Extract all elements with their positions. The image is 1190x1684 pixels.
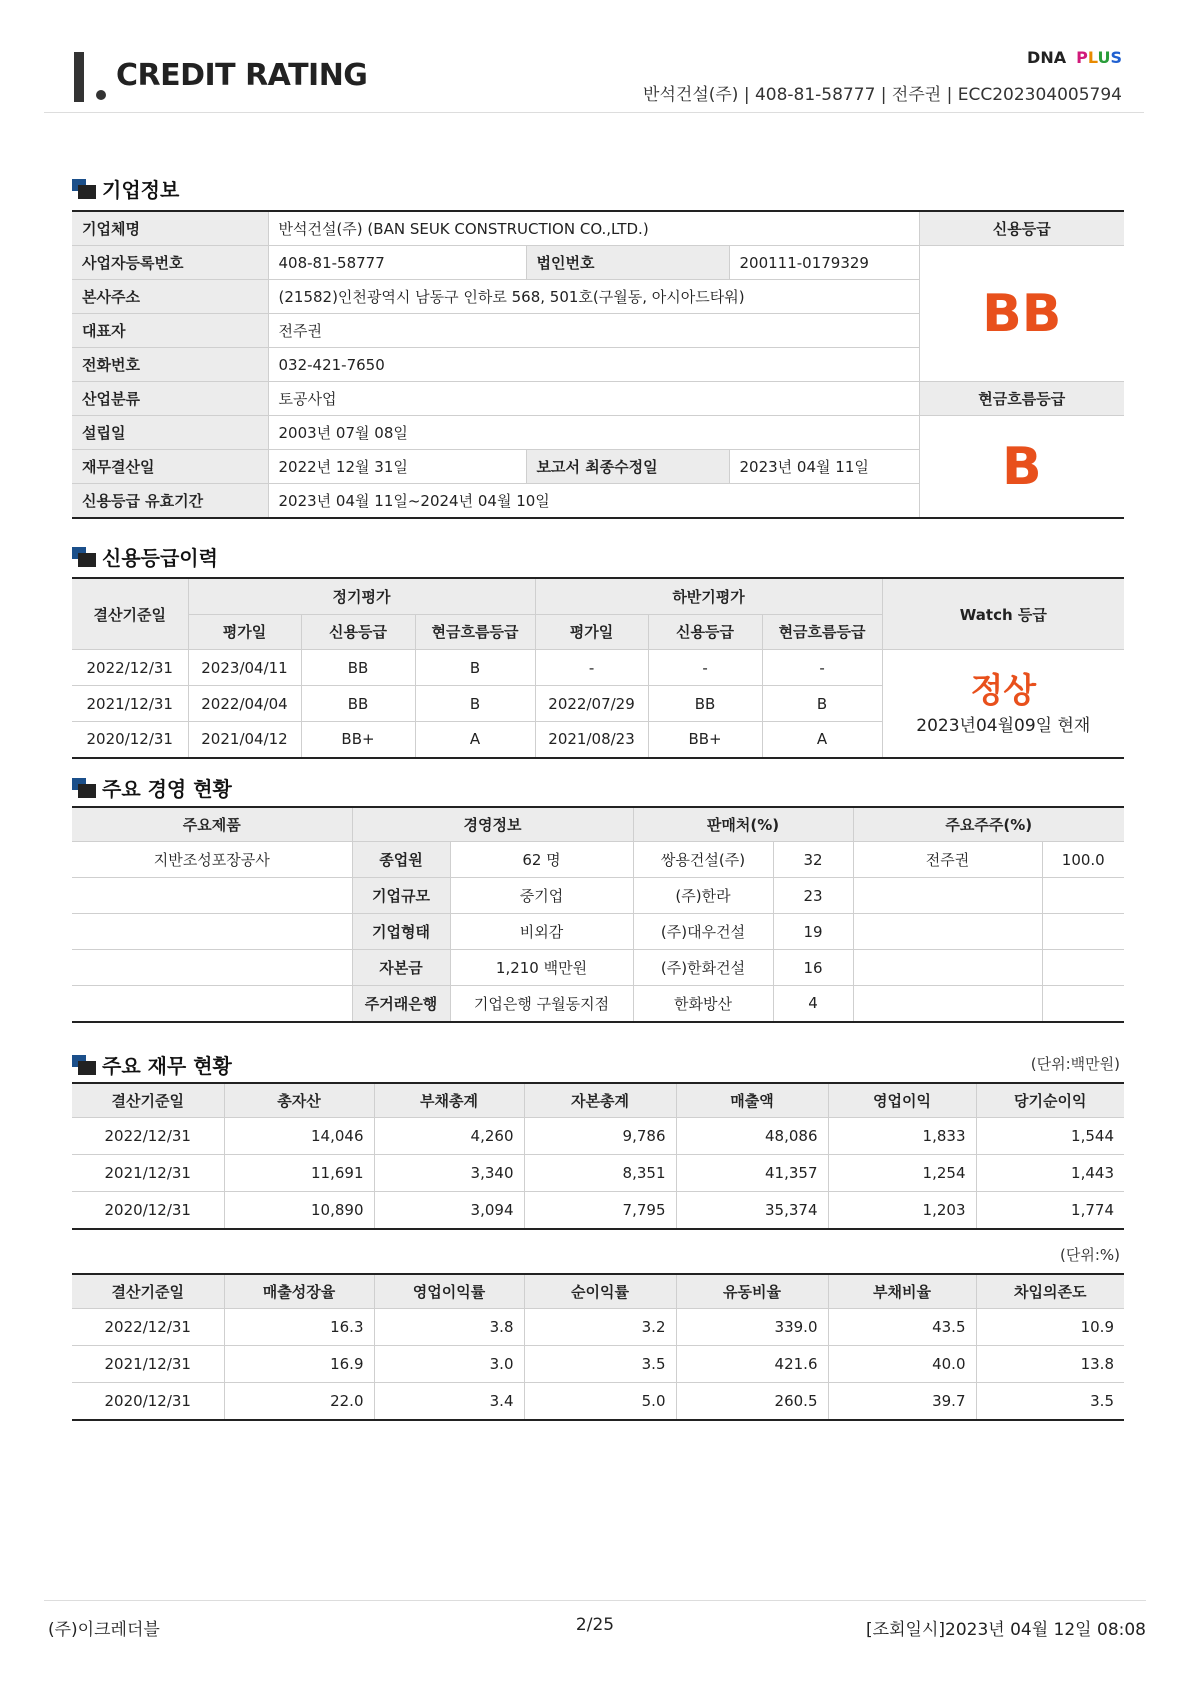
col-header: 당기순이익: [976, 1083, 1124, 1118]
empty-cell: [853, 950, 1042, 986]
table-row: [72, 1383, 1124, 1420]
sales-name: (주)한라: [633, 878, 773, 914]
section-title-company: [72, 174, 179, 203]
cell: B: [762, 686, 882, 722]
hist-header-regular: 정기평가: [188, 578, 535, 614]
watch-status: 정상: [970, 670, 1037, 711]
empty-cell: [72, 986, 352, 1022]
info-label: 기업규모: [352, 878, 450, 914]
cell: 1,254: [828, 1155, 976, 1192]
table-row: [72, 1118, 1124, 1155]
hist-header-date: 결산기준일: [72, 578, 188, 650]
section-title-history: [72, 542, 218, 571]
cell: 16.3: [224, 1309, 374, 1346]
cell: B: [415, 650, 535, 686]
brand-plus-p: P: [1076, 48, 1088, 67]
cell: 2020/12/31: [72, 722, 188, 758]
hist-header-cash: 현금흐름등급: [415, 614, 535, 650]
info-value: 1,210 백만원: [450, 950, 633, 986]
rating-history-table: [72, 577, 1124, 759]
label-validity: 신용등급 유효기간: [72, 484, 268, 519]
logo-dot-icon: [96, 90, 106, 100]
industry: 토공사업: [268, 382, 919, 416]
cell: 421.6: [676, 1346, 828, 1383]
cell: 13.8: [976, 1346, 1124, 1383]
sales-pct: 4: [773, 986, 853, 1022]
sales-name: (주)한화건설: [633, 950, 773, 986]
section-title-text: 신용등급이력: [102, 546, 218, 570]
unit-label-amount: (단위:백만원): [1030, 1055, 1120, 1073]
finance-ratio-table: [72, 1273, 1124, 1421]
info-value: 비외감: [450, 914, 633, 950]
product: 지반조성포장공사: [72, 842, 352, 878]
cell: 2022/07/29: [535, 686, 648, 722]
brand-plus-l: L: [1087, 48, 1098, 67]
cell: 40.0: [828, 1346, 976, 1383]
cell: BB: [301, 686, 415, 722]
label-cash-grade: 현금흐름등급: [919, 382, 1124, 416]
cell: 2022/04/04: [188, 686, 301, 722]
cell: 339.0: [676, 1309, 828, 1346]
mgmt-header-products: 주요제품: [72, 807, 352, 842]
watch-grade: [882, 650, 1124, 758]
cell: 5.0: [524, 1383, 676, 1420]
empty-cell: [72, 950, 352, 986]
col-header: 자본총계: [524, 1083, 676, 1118]
cell: 7,795: [524, 1192, 676, 1229]
cell: 1,833: [828, 1118, 976, 1155]
cell: 3.0: [374, 1346, 524, 1383]
brand-logo: [1027, 48, 1122, 67]
cell: 39.7: [828, 1383, 976, 1420]
sales-name: 한화방산: [633, 986, 773, 1022]
info-label: 기업형태: [352, 914, 450, 950]
cell: 3.5: [524, 1346, 676, 1383]
label-corpno: 법인번호: [526, 246, 729, 280]
cell: BB: [301, 650, 415, 686]
cell: 14,046: [224, 1118, 374, 1155]
label-address: 본사주소: [72, 280, 268, 314]
table-row: [72, 1192, 1124, 1229]
table-row: [72, 1309, 1124, 1346]
finance-amount-table: [72, 1082, 1124, 1230]
company-name: 반석건설(주) (BAN SEUK CONSTRUCTION CO.,LTD.): [268, 211, 919, 246]
col-header: 매출액: [676, 1083, 828, 1118]
section-square-icon: [72, 778, 96, 798]
credit-grade-value: BB: [919, 246, 1124, 382]
cell: 1,774: [976, 1192, 1124, 1229]
hist-header-evaldate-half: 평가일: [535, 614, 648, 650]
cell: 2021/12/31: [72, 1155, 224, 1192]
mgmt-header-sales: 판매처(%): [633, 807, 853, 842]
cell: 22.0: [224, 1383, 374, 1420]
cell: 2020/12/31: [72, 1192, 224, 1229]
cell: 10.9: [976, 1309, 1124, 1346]
holder-pct: 100.0: [1042, 842, 1124, 878]
table-row: [72, 950, 1124, 986]
cell: 43.5: [828, 1309, 976, 1346]
empty-cell: [1042, 950, 1124, 986]
info-label: 주거래은행: [352, 986, 450, 1022]
col-header: 차입의존도: [976, 1274, 1124, 1309]
mgmt-header-info: 경영정보: [352, 807, 633, 842]
col-header: 결산기준일: [72, 1083, 224, 1118]
cell: 1,443: [976, 1155, 1124, 1192]
cell: 3.2: [524, 1309, 676, 1346]
unit-label-ratio: (단위:%): [1060, 1246, 1120, 1264]
sales-pct: 19: [773, 914, 853, 950]
info-label: 자본금: [352, 950, 450, 986]
label-ceo: 대표자: [72, 314, 268, 348]
empty-cell: [853, 878, 1042, 914]
empty-cell: [1042, 914, 1124, 950]
empty-cell: [72, 878, 352, 914]
cell: 2023/04/11: [188, 650, 301, 686]
section-title-text: 주요 재무 현황: [102, 1054, 232, 1078]
table-row: [72, 1155, 1124, 1192]
cell: 2021/12/31: [72, 686, 188, 722]
cell: -: [648, 650, 762, 686]
section-title-finance: [72, 1050, 232, 1079]
hist-header-credit-half: 신용등급: [648, 614, 762, 650]
cell: 2021/12/31: [72, 1346, 224, 1383]
cell: 3.5: [976, 1383, 1124, 1420]
col-header: 영업이익: [828, 1083, 976, 1118]
cell: B: [415, 686, 535, 722]
footer-page-number: 2/25: [575, 1615, 615, 1635]
cell: 2022/12/31: [72, 1118, 224, 1155]
cell: -: [535, 650, 648, 686]
col-header: 영업이익률: [374, 1274, 524, 1309]
cell: 48,086: [676, 1118, 828, 1155]
cell: 1,203: [828, 1192, 976, 1229]
cash-grade-value: B: [919, 416, 1124, 519]
hist-header-evaldate: 평가일: [188, 614, 301, 650]
info-value: 기업은행 구월동지점: [450, 986, 633, 1022]
brand-dna: DNA: [1027, 48, 1067, 67]
sales-pct: 16: [773, 950, 853, 986]
cell: 3.4: [374, 1383, 524, 1420]
cell: BB+: [648, 722, 762, 758]
cell: 9,786: [524, 1118, 676, 1155]
cell: 4,260: [374, 1118, 524, 1155]
col-header: 결산기준일: [72, 1274, 224, 1309]
label-phone: 전화번호: [72, 348, 268, 382]
empty-cell: [1042, 878, 1124, 914]
section-title-management: [72, 773, 232, 802]
sales-name: 쌍용건설(주): [633, 842, 773, 878]
label-company-name: 기업체명: [72, 211, 268, 246]
table-row: [72, 650, 1124, 686]
cell: 35,374: [676, 1192, 828, 1229]
founded: 2003년 07월 08일: [268, 416, 919, 450]
hist-header-credit: 신용등급: [301, 614, 415, 650]
company-info-table: [72, 210, 1124, 519]
cell: 3.8: [374, 1309, 524, 1346]
validity: 2023년 04월 11일~2024년 04월 10일: [268, 484, 919, 519]
label-fiscal: 재무결산일: [72, 450, 268, 484]
cell: 11,691: [224, 1155, 374, 1192]
cell: 10,890: [224, 1192, 374, 1229]
cell: 2021/08/23: [535, 722, 648, 758]
report-date: 2023년 04월 11일: [729, 450, 919, 484]
cell: 41,357: [676, 1155, 828, 1192]
cell: 2022/12/31: [72, 1309, 224, 1346]
cell: -: [762, 650, 882, 686]
phone: 032-421-7650: [268, 348, 919, 382]
management-table: [72, 806, 1124, 1023]
info-value: 중기업: [450, 878, 633, 914]
logo-bar-icon: [74, 52, 84, 102]
header-company-line: 반석건설(주) | 408-81-58777 | 전주권 | ECC202304005794: [643, 85, 1122, 105]
table-row: [72, 842, 1124, 878]
cell: 3,340: [374, 1155, 524, 1192]
section-square-icon: [72, 1055, 96, 1075]
corpno: 200111-0179329: [729, 246, 919, 280]
footer-timestamp: [조회일시]2023년 04월 12일 08:08: [866, 1620, 1146, 1640]
empty-cell: [72, 914, 352, 950]
cell: 16.9: [224, 1346, 374, 1383]
col-header: 부채총계: [374, 1083, 524, 1118]
col-header: 총자산: [224, 1083, 374, 1118]
table-row: [72, 914, 1124, 950]
fiscal: 2022년 12월 31일: [268, 450, 526, 484]
section-square-icon: [72, 179, 96, 199]
cell: 1,544: [976, 1118, 1124, 1155]
holder-name: 전주권: [853, 842, 1042, 878]
cell: 3,094: [374, 1192, 524, 1229]
watch-date: 2023년04월09일 현재: [916, 715, 1091, 736]
hist-header-cash-half: 현금흐름등급: [762, 614, 882, 650]
cell: 8,351: [524, 1155, 676, 1192]
ceo: 전주권: [268, 314, 919, 348]
cell: A: [762, 722, 882, 758]
sales-name: (주)대우건설: [633, 914, 773, 950]
cell: 260.5: [676, 1383, 828, 1420]
table-row: [72, 986, 1124, 1022]
label-credit-grade: 신용등급: [919, 211, 1124, 246]
table-row: [72, 1346, 1124, 1383]
sales-pct: 32: [773, 842, 853, 878]
sales-pct: 23: [773, 878, 853, 914]
section-square-icon: [72, 547, 96, 567]
table-row: [72, 878, 1124, 914]
section-title-text: 기업정보: [102, 178, 180, 202]
info-label: 종업원: [352, 842, 450, 878]
cell: BB: [648, 686, 762, 722]
brand-plus-u: U: [1097, 48, 1111, 67]
cell: A: [415, 722, 535, 758]
cell: 2021/04/12: [188, 722, 301, 758]
col-header: 부채비율: [828, 1274, 976, 1309]
hist-header-watch: Watch 등급: [882, 578, 1124, 650]
hist-header-half: 하반기평가: [535, 578, 882, 614]
info-value: 62 명: [450, 842, 633, 878]
empty-cell: [853, 986, 1042, 1022]
col-header: 유동비율: [676, 1274, 828, 1309]
col-header: 순이익률: [524, 1274, 676, 1309]
report-title: CREDIT RATING: [116, 58, 368, 93]
bizno: 408-81-58777: [268, 246, 526, 280]
label-bizno: 사업자등록번호: [72, 246, 268, 280]
section-title-text: 주요 경영 현황: [102, 777, 232, 801]
label-founded: 설립일: [72, 416, 268, 450]
cell: 2022/12/31: [72, 650, 188, 686]
cell: 2020/12/31: [72, 1383, 224, 1420]
address: (21582)인천광역시 남동구 인하로 568, 501호(구월동, 아시아드타워): [268, 280, 919, 314]
mgmt-header-holders: 주요주주(%): [853, 807, 1124, 842]
label-industry: 산업분류: [72, 382, 268, 416]
cell: BB+: [301, 722, 415, 758]
page-header: [44, 42, 1144, 113]
col-header: 매출성장율: [224, 1274, 374, 1309]
page-footer: [44, 1600, 1146, 1645]
brand-plus-s: S: [1110, 48, 1122, 67]
empty-cell: [853, 914, 1042, 950]
empty-cell: [1042, 986, 1124, 1022]
footer-company: (주)이크레더블: [48, 1620, 160, 1640]
label-report-date: 보고서 최종수정일: [526, 450, 729, 484]
